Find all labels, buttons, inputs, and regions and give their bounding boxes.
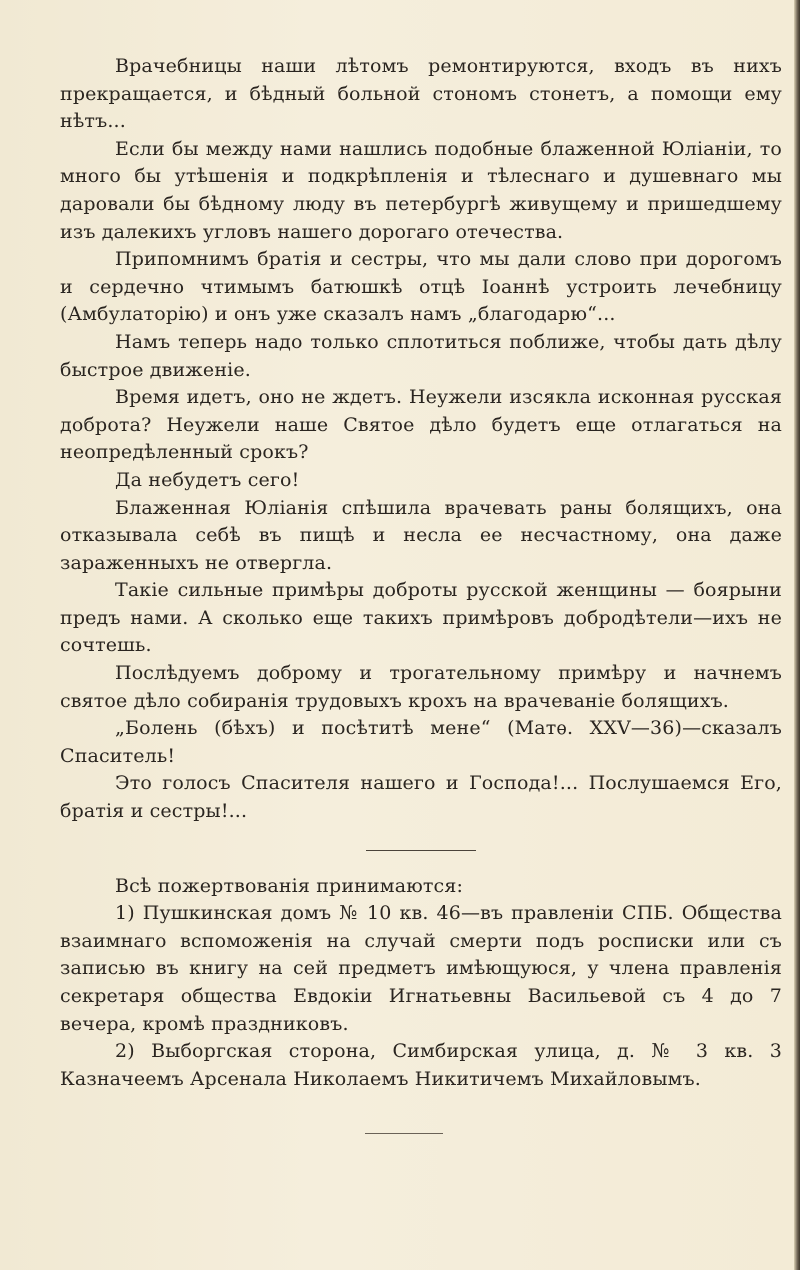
- donation-address-item: 1) Пушкинская домъ № 10 кв. 46—въ правленіи СПБ. Общества взаимнаго вспоможенія на случай смерти подъ росписки или съ записью въ книгу на сей предметъ имѣющуюся, у члена правленія секретаря общества Евдокіи Игнатьевны Васильевой съ 4 до 7 вечера, кромѣ праздниковъ.: [60, 902, 782, 1035]
- paragraph: Блаженная Юліанія спѣшила врачевать раны болящихъ, она отказывала себѣ въ пищѣ и несла ее несчастному, она даже зараженныхъ не отвергла.: [60, 496, 782, 574]
- paragraph: Такіе сильные примѣры доброты русской женщины — боярыни предъ нами. А сколько еще такихъ примѣровъ добродѣтели—ихъ не сочтешь.: [60, 579, 782, 657]
- page-edge: [794, 0, 800, 1270]
- text-body: [60, 53, 782, 1093]
- paragraph: Намъ теперь надо только сплотиться поближе, чтобы дать дѣлу быстрое движеніе.: [60, 330, 782, 381]
- paragraph: „Болень (бѣхъ) и посѣтитѣ мене“ (Матѳ. XXV—36)—сказалъ Спаситель!: [60, 717, 782, 767]
- paragraph: Если бы между нами нашлись подобные блаженной Юліаніи, то много бы утѣшенія и подкрѣпленія и тѣлеснаго и душевнаго мы даровали бы бѣдному люду въ петербургѣ живущему и пришедшему изъ далекихъ угловъ нашего дорогаго отечества.: [60, 137, 782, 243]
- paragraph: Припомнимъ братія и сестры, что мы дали слово при дорогомъ и сердечно чтимымъ батюшкѣ отцѣ Іоаннѣ устроить лечебницу (Амбулаторію) и онъ уже сказалъ намъ „благодарю“...: [60, 248, 782, 326]
- donations-heading: Всѣ пожертвованія принимаются:: [115, 874, 464, 897]
- donation-address-item: 2) Выборгская сторона, Симбирская улица, д. № 3 кв. 3 Казначеемъ Арсенала Николаемъ Никитичемъ Михайловымъ.: [60, 1040, 782, 1090]
- bottom-rule: [365, 1133, 443, 1134]
- paragraph: Это голосъ Спасителя нашего и Господа!... Послушаемся Его, братія и сестры!...: [60, 772, 782, 823]
- separator-rule: [366, 850, 476, 851]
- paragraph: Врачебницы наши лѣтомъ ремонтируются, входъ въ нихъ прекращается, и бѣдный больной стономъ стонетъ, а помощи ему нѣтъ...: [60, 55, 782, 133]
- paragraph: Послѣдуемъ доброму и трогательному примѣру и начнемъ святое дѣло собиранія трудовыхъ крохъ на врачеваніе болящихъ.: [60, 662, 782, 712]
- paragraph: Да небудетъ сего!: [115, 468, 300, 491]
- paragraph: Время идетъ, оно не ждетъ. Неужели изсякла исконная русская доброта? Неужели наше Святое дѣло будетъ еще отлагаться на неопредѣленный срокъ?: [60, 386, 782, 464]
